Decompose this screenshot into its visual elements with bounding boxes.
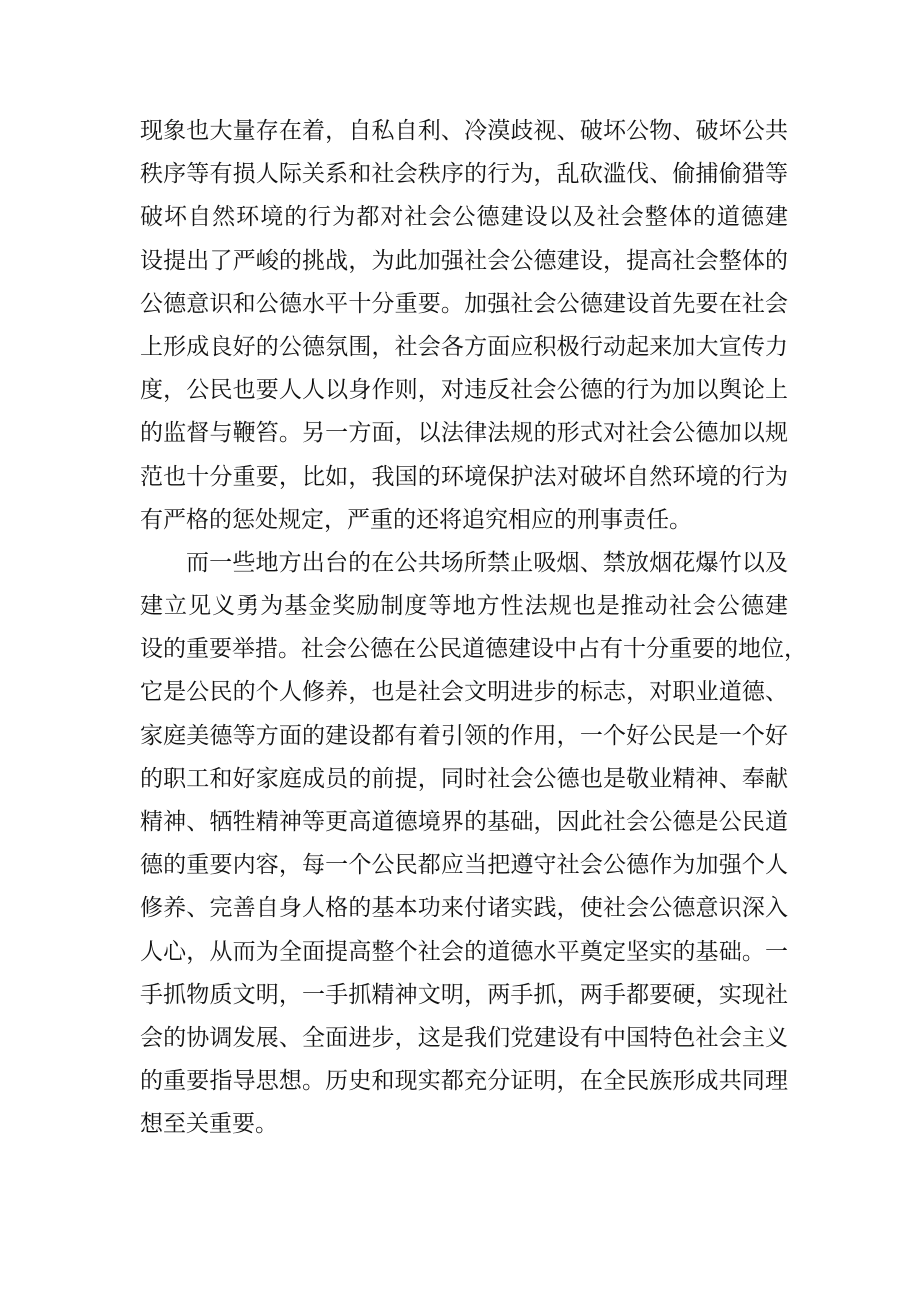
- paragraph-line: 人心，从而为全面提高整个社会的道德水平奠定坚实的基础。一: [140, 938, 788, 965]
- paragraph-line: 精神、牺牲精神等更高道德境界的基础，因此社会公德是公民道: [140, 809, 788, 835]
- paragraph-line: 手抓物质文明，一手抓精神文明，两手抓，两手都要硬，实现社: [140, 981, 788, 1008]
- paragraph-line: 破坏自然环境的行为都对社会公德建设以及社会整体的道德建: [140, 204, 788, 231]
- paragraph-line: 的重要指导思想。历史和现实都充分证明，在全民族形成共同理: [140, 1068, 788, 1095]
- paragraph-line: 设的重要举措。社会公德在公民道德建设中占有十分重要的地位，: [140, 636, 807, 663]
- paragraph-line: 上形成良好的公德氛围，社会各方面应积极行动起来加大宣传力: [140, 333, 788, 360]
- paragraph-line: 设提出了严峻的挑战，为此加强社会公德建设，提高社会整体的: [140, 247, 788, 274]
- paragraph-line: 想至关重要。: [140, 1111, 278, 1138]
- paragraph-line: 而一些地方出台的在公共场所禁止吸烟、禁放烟花爆竹以及: [186, 549, 788, 576]
- paragraph-line: 现象也大量存在着，自私自利、冷漠歧视、破坏公物、破坏公共: [140, 118, 788, 144]
- paragraph-line: 建立见义勇为基金奖励制度等地方性法规也是推动社会公德建: [140, 593, 788, 620]
- body-text: [140, 110, 807, 1147]
- paragraph-line: 修养、完善自身人格的基本功来付诸实践，使社会公德意识深入: [140, 895, 788, 922]
- paragraph-line: 德的重要内容，每一个公民都应当把遵守社会公德作为加强个人: [140, 852, 788, 879]
- paragraph-line: 秩序等有损人际关系和社会秩序的行为，乱砍滥伐、偷捕偷猎等: [140, 161, 788, 188]
- paragraph-1: [140, 110, 788, 542]
- paragraph-line: 家庭美德等方面的建设都有着引领的作用，一个好公民是一个好: [140, 722, 788, 749]
- paragraph-line: 它是公民的个人修养，也是社会文明进步的标志，对职业道德、: [140, 679, 788, 706]
- paragraph-line: 公德意识和公德水平十分重要。加强社会公德建设首先要在社会: [140, 290, 788, 317]
- paragraph-line: 的职工和好家庭成员的前提，同时社会公德也是敬业精神、奉献: [140, 765, 788, 792]
- paragraph-line: 有严格的惩处规定，严重的还将追究相应的刑事责任。: [140, 506, 692, 533]
- paragraph-2: [140, 542, 807, 1147]
- paragraph-line: 会的协调发展、全面进步，这是我们党建设有中国特色社会主义: [140, 1024, 788, 1051]
- paragraph-line: 的监督与鞭笞。另一方面，以法律法规的形式对社会公德加以规: [140, 420, 788, 447]
- paragraph-line: 度，公民也要人人以身作则，对违反社会公德的行为加以舆论上: [140, 377, 788, 404]
- paragraph-line: 范也十分重要，比如，我国的环境保护法对破坏自然环境的行为: [140, 463, 788, 490]
